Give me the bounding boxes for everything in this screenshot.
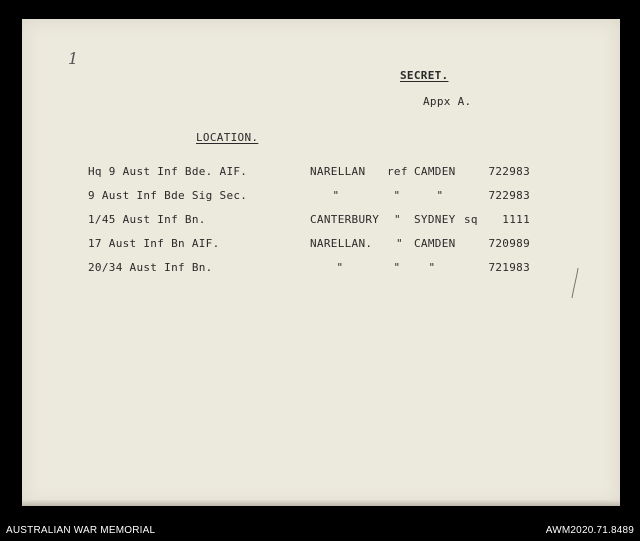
town-name: SYDNEY [414, 213, 456, 226]
paper-bottom-edge [22, 500, 620, 506]
place-name: NARELLAN. [310, 237, 373, 250]
town-name: CAMDEN [414, 237, 456, 250]
grid-reference: 1111 [502, 213, 530, 226]
ref-label: " [396, 237, 403, 250]
footer-institution: AUSTRALIAN WAR MEMORIAL [6, 525, 156, 536]
unit-name: 17 Aust Inf Bn AIF. [88, 237, 220, 250]
unit-name: 20/34 Aust Inf Bn. [88, 261, 213, 274]
grid-reference: 722983 [488, 165, 530, 178]
section-heading: LOCATION. [196, 131, 259, 144]
ref-label: ref [387, 165, 408, 178]
table-row [22, 189, 620, 203]
appendix-label: Appx A. [423, 95, 472, 108]
grid-reference: 722983 [488, 189, 530, 202]
table-row [22, 165, 620, 179]
ref-label: " [394, 213, 401, 226]
square-label: sq [464, 213, 478, 226]
pencil-tick-mark [570, 266, 580, 300]
unit-name: 9 Aust Inf Bde Sig Sec. [88, 189, 248, 202]
place-name: " [336, 261, 344, 274]
classification-label: SECRET. [400, 69, 449, 82]
unit-name: Hq 9 Aust Inf Bde. AIF. [88, 165, 248, 178]
table-row [22, 213, 620, 227]
table-row [22, 261, 620, 275]
grid-reference: 721983 [488, 261, 530, 274]
place-name: NARELLAN [310, 165, 366, 178]
footer-accession-number: AWM2020.71.8489 [545, 525, 634, 536]
table-row [22, 237, 620, 251]
town-name: " [436, 189, 444, 202]
grid-reference: 720989 [488, 237, 530, 250]
place-name: " [332, 189, 340, 202]
town-name: " [428, 261, 436, 274]
handwritten-mark: 1 [68, 49, 79, 68]
town-name: CAMDEN [414, 165, 456, 178]
place-name: CANTERBURY [310, 213, 380, 226]
ref-label: " [393, 261, 401, 274]
ref-label: " [393, 189, 401, 202]
unit-name: 1/45 Aust Inf Bn. [88, 213, 206, 226]
document-page [22, 19, 620, 506]
